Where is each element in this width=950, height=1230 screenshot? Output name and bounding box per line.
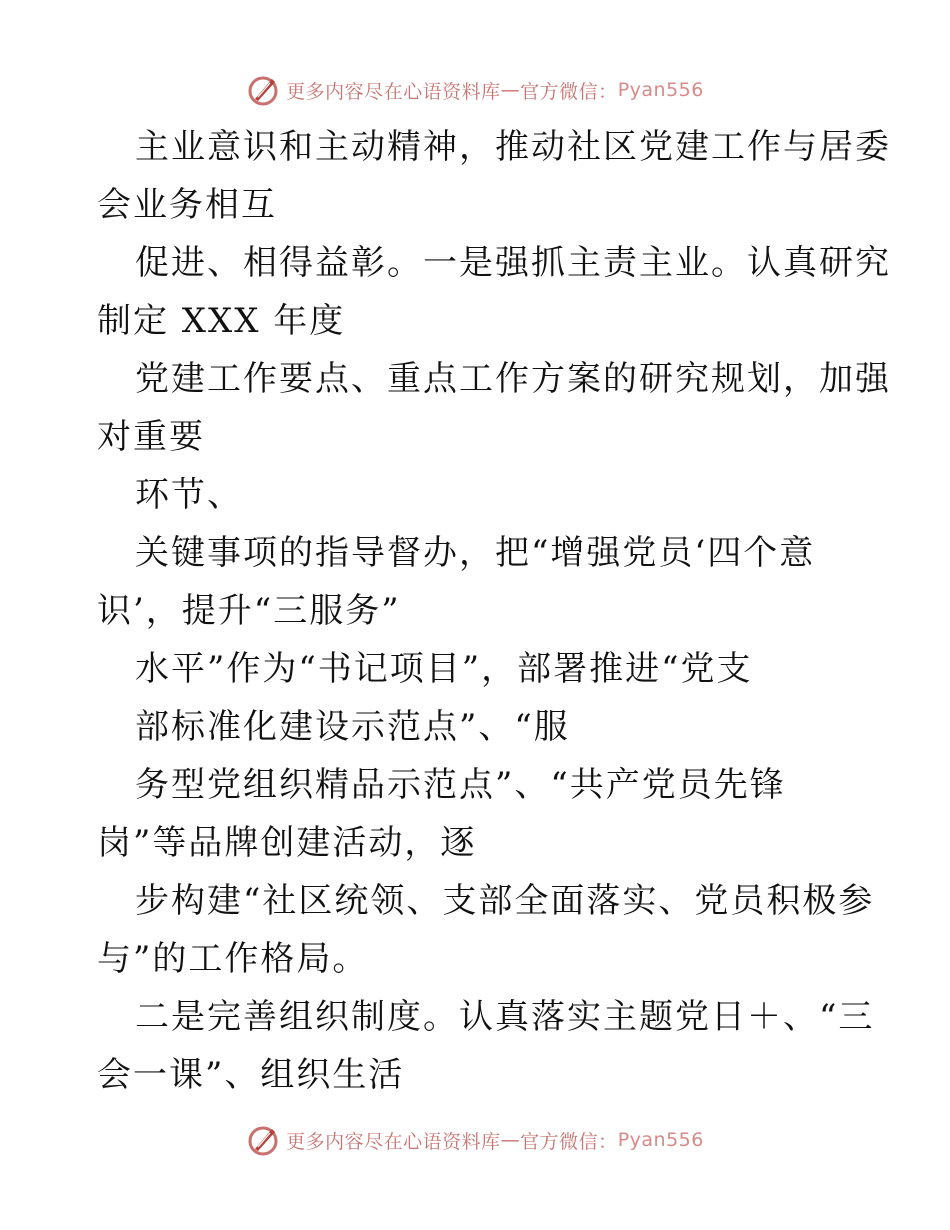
watermark-separator: — [500,79,521,101]
watermark-separator: — [500,1129,521,1151]
text-line: 主业意识和主动精神，推动社区党建工作与居委 [135,127,891,167]
feather-pen-logo-icon [246,1123,280,1157]
text-line: 促进、相得益彰。一是强抓主责主业。认真研究 [135,243,891,283]
text-line: 识’，提升“三服务” [97,591,401,631]
feather-pen-logo-icon [246,73,280,107]
text-line: 环节、 [135,475,243,515]
text-line: 会一课”、组织生活 [97,1055,405,1095]
text-line: 部标准化建设示范点”、“服 [135,707,570,747]
watermark-account: Pyan556 [617,1129,704,1151]
document-body [97,118,891,1104]
text-line: 会业务相互 [97,185,277,225]
watermark-official: 官方微信： [520,80,618,103]
text-line: 关键事项的指导督办，把“增强党员‘四个意 [135,533,816,573]
text-line: 制定 XXX 年度 [97,301,346,341]
watermark-official: 官方微信： [520,1130,618,1153]
text-line: 水平”作为“书记项目”，部署推进“党支 [135,649,753,689]
text-line: 岗”等品牌创建活动，逐 [97,823,477,863]
text-line: 党建工作要点、重点工作方案的研究规划，加强 [135,359,891,399]
text-line: 二是完善组织制度。认真落实主题党日＋、“三 [135,997,875,1037]
text-line: 对重要 [97,417,205,457]
header-watermark [0,70,950,110]
footer-watermark [0,1120,950,1160]
watermark-brand: 更多内容尽在心语资料库 [286,1130,501,1153]
text-line: 步构建“社区统领、支部全面落实、党员积极参 [135,881,875,921]
text-line: 务型党组织精品示范点”、“共产党员先锋 [135,765,786,805]
text-line: 与”的工作格局。 [97,939,369,979]
watermark-brand: 更多内容尽在心语资料库 [286,80,501,103]
watermark-account: Pyan556 [617,79,704,101]
